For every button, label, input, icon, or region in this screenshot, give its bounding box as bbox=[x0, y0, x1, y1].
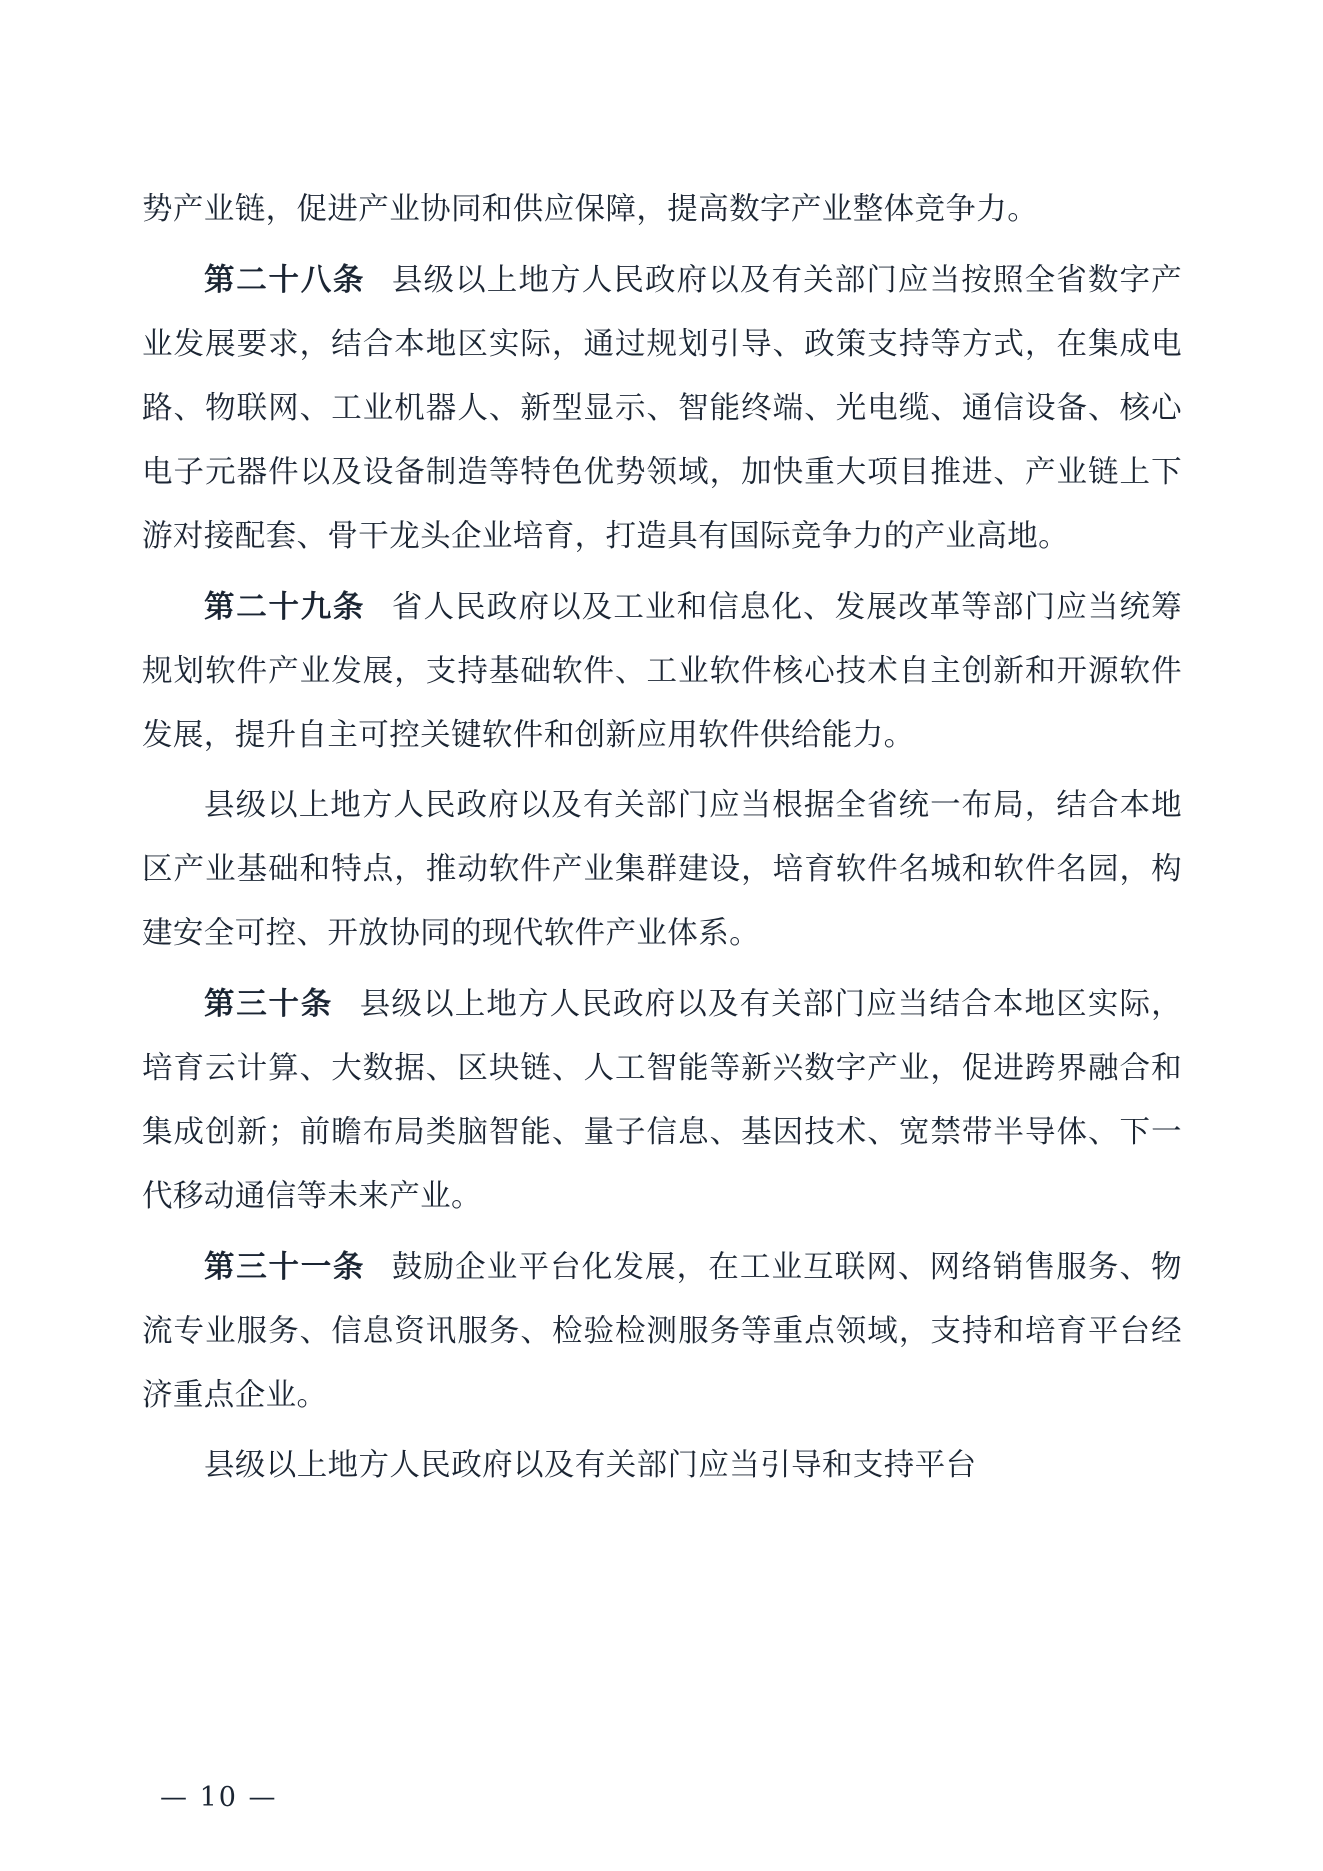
paragraph-text: 县级以上地方人民政府以及有关部门应当引导和支持平台 bbox=[204, 1448, 977, 1483]
paragraph-text: 势产业链，促进产业协同和供应保障，提高数字产业整体竞争力。 bbox=[142, 192, 1039, 227]
paragraph-4 bbox=[142, 972, 1182, 1229]
paragraph-text: 县级以上地方人民政府以及有关部门应当根据全省统一布局，结合本地区产业基础和特点，推动软件产业集群建设，培育软件名城和软件名园，构建安全可控、开放协同的现代软件产业体系。 bbox=[142, 788, 1182, 951]
paragraph-text: 省人民政府以及工业和信息化、发展改革等部门应当统筹规划软件产业发展，支持基础软件、工业软件核心技术自主创新和开源软件发展，提升自主可控关键软件和创新应用软件供给能力。 bbox=[142, 590, 1183, 753]
paragraph-5 bbox=[142, 1235, 1182, 1428]
paragraph-text: 县级以上地方人民政府以及有关部门应当结合本地区实际，培育云计算、大数据、区块链、人工智能等新兴数字产业，促进跨界融合和集成创新；前瞻布局类脑智能、量子信息、基因技术、宽禁带半导体、下一代移动通信等未来产业。 bbox=[142, 987, 1182, 1214]
paragraph-3 bbox=[142, 774, 1182, 966]
article-title: 第三十一条 bbox=[204, 1249, 366, 1285]
article-title: 第二十八条 bbox=[204, 262, 366, 298]
paragraph-0 bbox=[142, 178, 1182, 242]
article-title: 第三十条 bbox=[204, 986, 334, 1022]
page-number: — 10 — bbox=[160, 1782, 278, 1813]
paragraph-2 bbox=[142, 575, 1182, 768]
paragraph-text: 县级以上地方人民政府以及有关部门应当按照全省数字产业发展要求，结合本地区实际，通过规划引导、政策支持等方式，在集成电路、物联网、工业机器人、新型显示、智能终端、光电缆、通信设备、核心电子元器件以及设备制造等特色优势领域，加快重大项目推进、产业链上下游对接配套、骨干龙头企业培育，打造具有国际竞争力的产业高地。 bbox=[142, 263, 1183, 554]
paragraph-text: 鼓励企业平台化发展，在工业互联网、网络销售服务、物流专业服务、信息资讯服务、检验检测服务等重点领域，支持和培育平台经济重点企业。 bbox=[142, 1250, 1183, 1413]
document-body bbox=[142, 178, 1182, 1504]
paragraph-6 bbox=[142, 1434, 1182, 1498]
paragraph-1 bbox=[142, 248, 1182, 569]
article-title: 第二十九条 bbox=[204, 589, 366, 625]
